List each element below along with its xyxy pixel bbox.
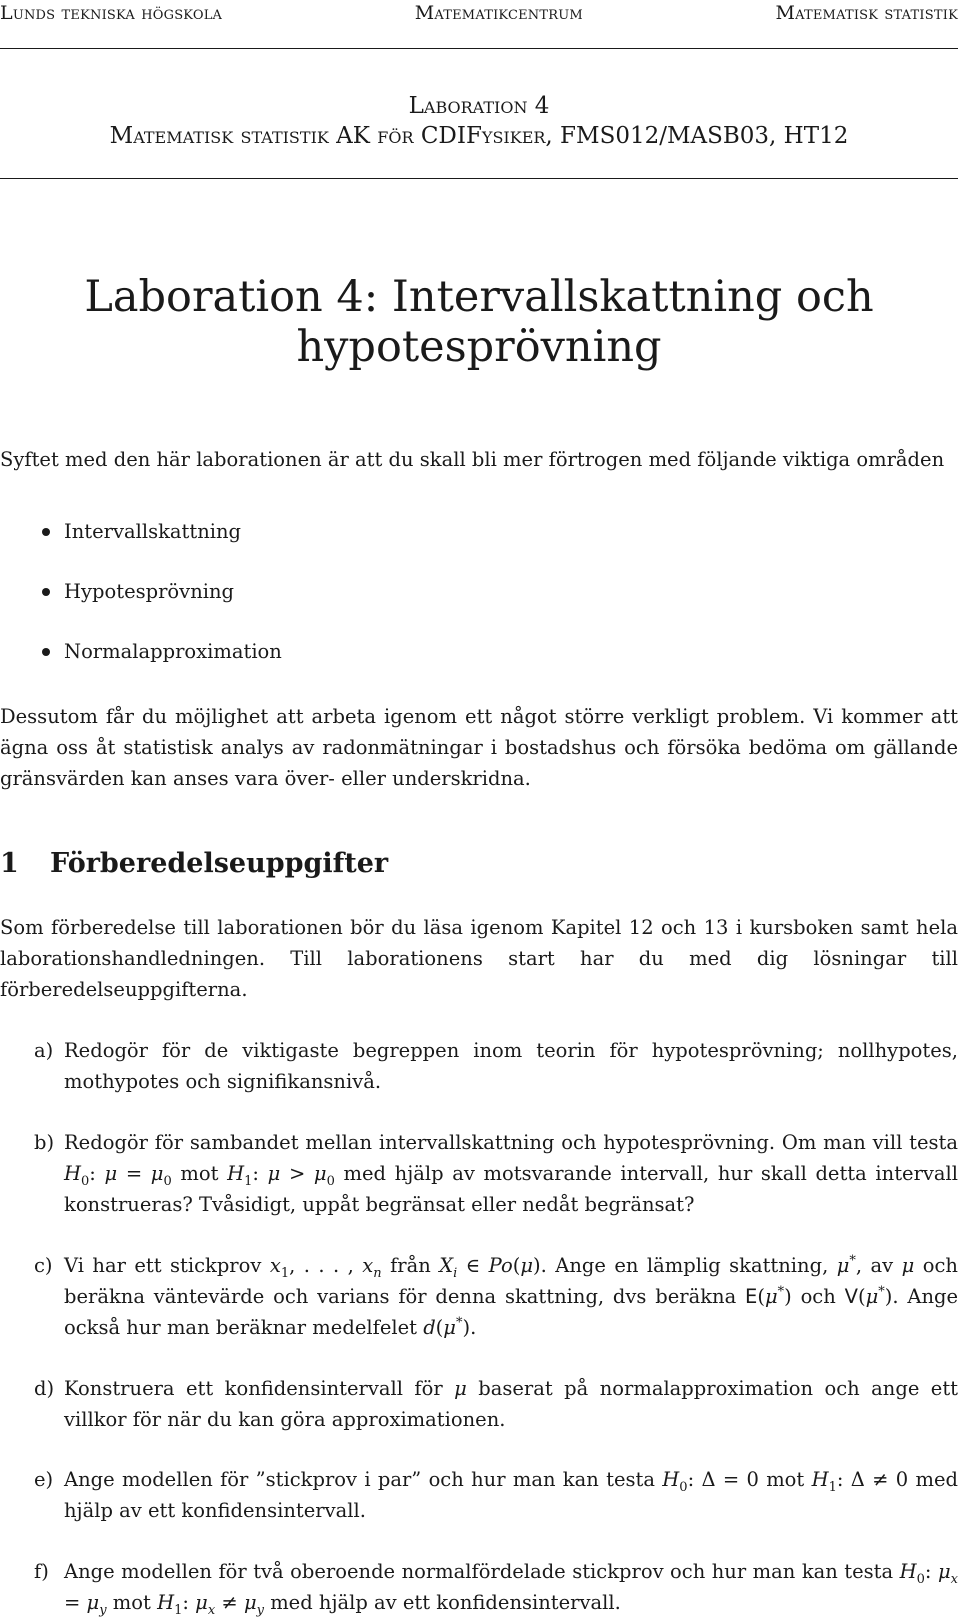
- page-title-line-2: hypotesprövning: [296, 322, 662, 372]
- section-intro: Som förberedelse till laborationen bör du läsa igenom Kapitel 12 och 13 i kursboken samt hela laborationshandledningen. Till laborationens start har du med dig lösningar till förberedelseuppgifterna.: [0, 916, 958, 1001]
- intro-paragraph: Syftet med den här laborationen är att du skall bli mer förtrogen med följande viktiga områden: [0, 448, 945, 471]
- section-number: 1: [0, 848, 19, 879]
- header-university: Lunds tekniska högskola: [0, 2, 223, 24]
- bullet-icon: [42, 648, 50, 656]
- page-title: [0, 272, 958, 372]
- course-line: Matematisk statistik AK för CDIFysiker, FMS012/MASB03, HT12: [109, 123, 849, 149]
- problem-paragraph: Dessutom får du möjlighet att arbeta igenom ett något större verkligt problem. Vi kommer att ägna oss åt statistisk analys av radonmätningar i bostadshus och försöka bedöma om gällande gränsvärden kan anses vara över- eller underskridna.: [0, 705, 958, 790]
- section-title: Förberedelseuppgifter: [50, 848, 389, 879]
- bullet-icon: [42, 588, 50, 596]
- header-department: Matematikcentrum: [414, 2, 583, 24]
- lab-number: Laboration 4: [408, 93, 550, 119]
- section-heading: [0, 846, 388, 882]
- bullet-icon: [42, 528, 50, 536]
- document-page: Lunds tekniska högskola Matematikcentrum Matematisk statistik Laboration 4 Matematisk statistik AK för CDIFysiker, FMS012/MASB03, HT12 Laboration 4: Intervallskattning och hypotesprövning Syftet med den här laborationen är att du skall bli mer förtrogen med följande viktiga områden Intervallskattning Hypotesprövning Normalapproximation Dessutom får du möjlighet att arbeta igenom ett något större verkligt problem. Vi kommer att ägna oss åt statistisk analys av radonmätningar i bostadshus och försöka bedöma om gällande gränsvärden kan anses vara över- eller underskridna. 1 Förberedelseuppgifter Som förberedelse till laborationen bör du läsa igenom Kapitel 12 och 13 i kursboken samt hela laborationshandledningen. Till laborationens start har du med dig lösningar till förberedelseuppgifterna. a) Redogör för de viktigaste begreppen inom teorin för hypotesprövning; nollhypotes, mothypotes och signifikansnivå. b) Redogör för sambandet mellan intervallskattning och hypotesprövning. Om man vill testa $H_0$: $\mu = \mu_0$ mot $H_1$: $\mu > \mu_0$ med hjälp av motsvarande intervall, hur skall detta intervall konstrueras? Tvåsidigt, uppåt begränsat eller nedåt begränsat? c) Vi har ett stickprov $x_1$, . . . , $x_n$ från $X_i$ ∈ Po(μ). Ange en lämplig skattning, μ*, av μ och beräkna väntevärde och varians för denna skattning, dvs beräkna E(μ*) och V(μ*). Ange också hur man beräknar medelfelet d(μ*). d) Konstruera ett konfidensintervall för μ baserat på normalapproximation och ange ett villkor för när du kan göra approximationen. e) Ange modellen för ”stickprov i par” och hur man kan testa $H_0$: Δ = 0 mot $H_1$: Δ ≠ 0 med hjälp av ett konfidensintervall. f) Ange modellen för två oberoende normalfördelade stickprov och hur man kan testa $H_0$: $\mu_x = \mu_y$ mot $H_1$: $\mu_x \ne \mu_y$ med hjälp av ett konfidensintervall.: [0, 2, 959, 1618]
- page-header: [0, 0, 958, 26]
- heading-rule: [0, 178, 958, 179]
- page-title-line-1: Laboration 4: Intervallskattning och: [84, 272, 874, 322]
- header-rule: [0, 48, 958, 49]
- header-division: Matematisk statistik: [775, 2, 958, 24]
